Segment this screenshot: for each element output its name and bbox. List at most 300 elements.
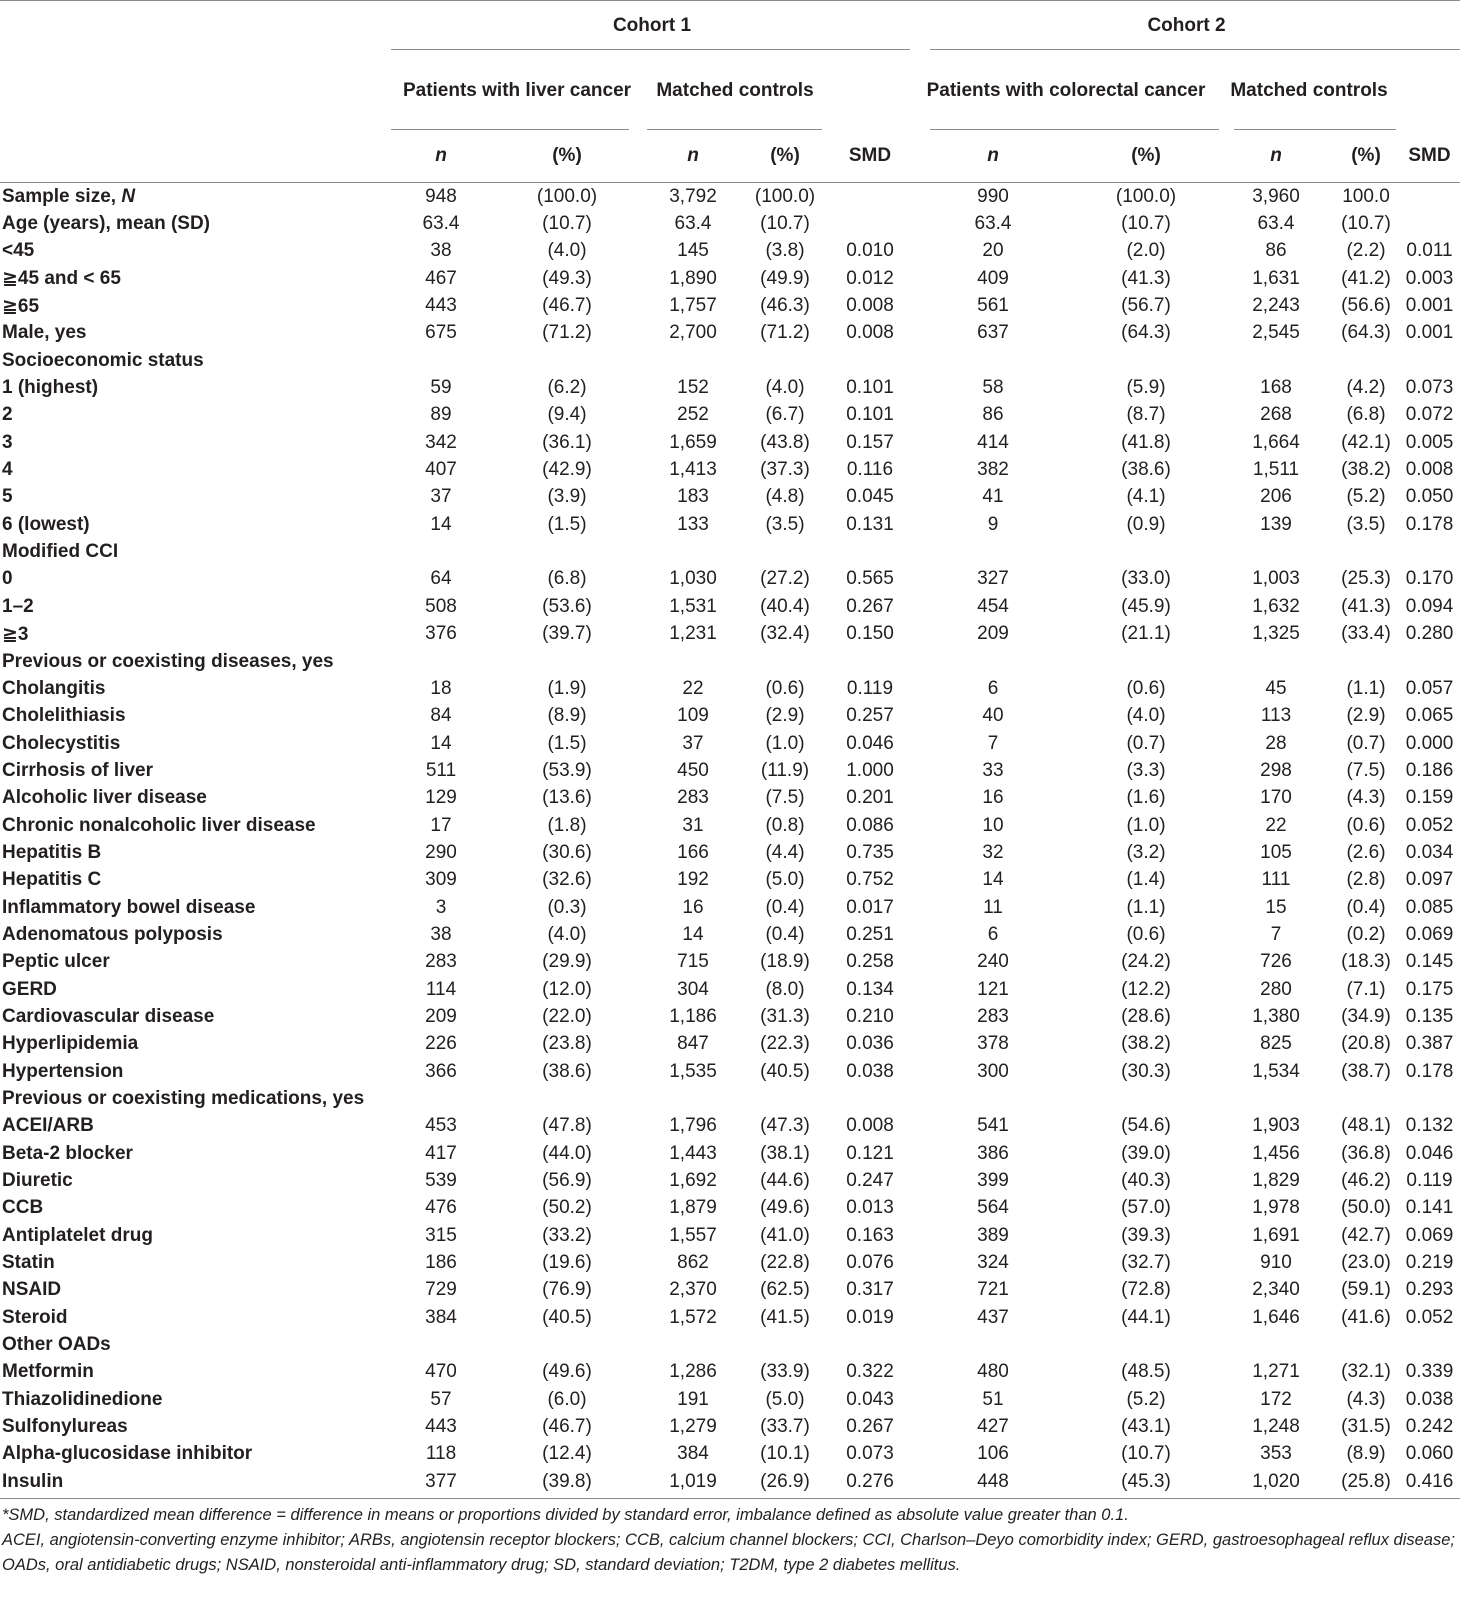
table-cell: 0.017 — [846, 896, 894, 918]
table-cell: 0.119 — [1406, 1170, 1453, 1192]
table-cell: 283 — [425, 951, 457, 973]
table-cell: 118 — [425, 1443, 457, 1465]
table-cell: 1,248 — [1252, 1416, 1300, 1438]
group-matched-controls-2-header — [1219, 50, 1399, 130]
table-row — [0, 402, 1460, 429]
table-cell: (32.6) — [542, 869, 592, 891]
table-cell: 0.210 — [846, 1005, 894, 1027]
table-cell: (1.8) — [547, 814, 587, 836]
row-label: ACEI/ARB — [2, 1115, 94, 1137]
table-cell: 0.036 — [846, 1033, 894, 1055]
table-footnotes — [0, 1499, 1460, 1578]
table-row — [0, 1413, 1460, 1440]
table-cell: (49.9) — [760, 267, 810, 289]
table-cell: (10.7) — [542, 213, 592, 235]
row-label: Inflammatory bowel disease — [2, 896, 256, 918]
table-cell: 0.003 — [1405, 267, 1454, 289]
row-label: 5 — [2, 486, 13, 508]
table-cell: 389 — [977, 1224, 1009, 1246]
table-cell: (1.5) — [547, 732, 587, 754]
table-cell: 437 — [977, 1306, 1009, 1328]
table-cell: 0.201 — [846, 787, 894, 809]
table-cell: (18.9) — [760, 951, 810, 973]
row-label: CCB — [2, 1197, 44, 1219]
table-cell: 382 — [977, 459, 1009, 481]
table-cell: 106 — [977, 1443, 1009, 1465]
table-cell: 166 — [677, 841, 709, 863]
table-cell: (2.6) — [1346, 841, 1386, 863]
row-label: Male, yes — [2, 322, 87, 344]
table-cell: 0.046 — [846, 732, 894, 754]
table-row — [0, 757, 1460, 784]
row-label: Steroid — [2, 1306, 68, 1328]
table-cell: 0.045 — [846, 486, 894, 508]
table-cell: 1,413 — [669, 459, 717, 481]
row-label: Statin — [2, 1252, 55, 1274]
table-row — [0, 292, 1460, 319]
table-cell: 0.073 — [846, 1443, 894, 1465]
table-cell: (13.6) — [542, 787, 592, 809]
table-cell — [1399, 1331, 1460, 1358]
row-label: Hepatitis C — [2, 869, 102, 891]
table-cell: 3,960 — [1252, 185, 1300, 207]
table-cell: 3,792 — [669, 185, 717, 207]
table-cell: (47.8) — [542, 1115, 592, 1137]
table-cell: 6 — [987, 677, 999, 699]
table-cell: (7.5) — [765, 787, 805, 809]
table-cell — [827, 210, 913, 237]
table-cell: 0.157 — [846, 431, 894, 453]
table-cell: (0.7) — [1126, 732, 1166, 754]
table-cell: 14 — [682, 923, 704, 945]
table-cell: 1,890 — [669, 267, 717, 289]
table-cell: (19.6) — [542, 1252, 592, 1274]
table-row — [0, 1085, 1460, 1112]
table-cell: 0.121 — [846, 1142, 894, 1164]
table-cell: 226 — [425, 1033, 457, 1055]
table-cell: 726 — [1260, 951, 1292, 973]
table-cell: (3.5) — [765, 513, 805, 535]
table-cell: 172 — [1260, 1388, 1292, 1410]
table-cell: 0.101 — [846, 404, 894, 426]
footnote-smd: *SMD, standardized mean difference = difference in means or proportions divided by standard error, imbalance defined as absolute value greater than 0.1. — [2, 1505, 1129, 1524]
table-cell: 0.052 — [1405, 1306, 1454, 1328]
table-cell — [1073, 1085, 1219, 1112]
table-cell: 0.339 — [1405, 1361, 1454, 1383]
table-cell: 86 — [1265, 240, 1287, 262]
table-cell: (50.2) — [542, 1197, 592, 1219]
table-cell: 1,286 — [669, 1361, 717, 1383]
table-cell: (38.6) — [542, 1060, 592, 1082]
table-cell — [1073, 1331, 1219, 1358]
table-cell: (5.2) — [1346, 486, 1386, 508]
table-cell: 37 — [430, 486, 452, 508]
table-cell: 386 — [977, 1142, 1009, 1164]
group-matched-controls-2-title: Matched controls — [1230, 79, 1388, 101]
table-cell: 0.145 — [1405, 951, 1454, 973]
row-label: Socioeconomic status — [2, 349, 204, 371]
row-label: 1–2 — [2, 595, 34, 617]
table-cell — [1333, 538, 1399, 565]
table-cell: (27.2) — [760, 568, 810, 590]
table-row — [0, 538, 1460, 565]
table-cell: 378 — [977, 1033, 1009, 1055]
table-cell: 268 — [1260, 404, 1292, 426]
table-cell: 290 — [425, 841, 457, 863]
table-cell: (59.1) — [1341, 1279, 1391, 1301]
table-row — [0, 839, 1460, 866]
table-row — [0, 1140, 1460, 1167]
table-cell: (20.8) — [1341, 1033, 1391, 1055]
table-row — [0, 1277, 1460, 1304]
table-cell: 0.387 — [1405, 1033, 1454, 1055]
table-cell: 0.011 — [1406, 240, 1453, 262]
table-cell: 86 — [982, 404, 1004, 426]
table-cell: 0.131 — [846, 513, 894, 535]
cohort1-header — [391, 1, 913, 50]
table-cell: (5.9) — [1126, 377, 1166, 399]
table-cell: 38 — [430, 240, 452, 262]
col-n-1: n — [391, 130, 491, 183]
table-cell: 0.293 — [1405, 1279, 1454, 1301]
table-cell: (6.8) — [1346, 404, 1386, 426]
table-cell: (3.3) — [1126, 759, 1166, 781]
table-cell: 33 — [982, 759, 1004, 781]
table-cell: 7 — [1270, 923, 1282, 945]
table-cell: (47.3) — [760, 1115, 810, 1137]
table-cell: (71.2) — [542, 322, 592, 344]
table-cell: 183 — [677, 486, 709, 508]
table-cell: (41.6) — [1341, 1306, 1391, 1328]
row-label: Age (years), mean (SD) — [2, 213, 211, 235]
table-cell: 89 — [430, 404, 452, 426]
table-row — [0, 374, 1460, 401]
table-cell: 17 — [430, 814, 452, 836]
table-cell: (56.9) — [542, 1170, 592, 1192]
table-cell: 2,243 — [1252, 295, 1300, 317]
cohort2-header — [913, 1, 1460, 50]
table-row — [0, 1304, 1460, 1331]
table-cell: 862 — [677, 1252, 709, 1274]
table-cell: (30.3) — [1121, 1060, 1171, 1082]
table-cell: (41.0) — [760, 1224, 810, 1246]
table-cell: 508 — [425, 595, 457, 617]
table-cell: 847 — [677, 1033, 709, 1055]
table-cell: 476 — [425, 1197, 457, 1219]
table-cell: (0.4) — [765, 896, 805, 918]
table-cell: (31.5) — [1341, 1416, 1391, 1438]
table-cell: (2.0) — [1126, 240, 1166, 262]
table-row — [0, 320, 1460, 347]
table-cell: (32.1) — [1341, 1361, 1391, 1383]
table-cell: (4.3) — [1346, 1388, 1386, 1410]
table-row — [0, 1359, 1460, 1386]
table-cell: 206 — [1260, 486, 1292, 508]
table-cell: (33.7) — [760, 1416, 810, 1438]
table-cell: (38.6) — [1121, 459, 1171, 481]
table-cell: (45.9) — [1121, 595, 1171, 617]
table-cell: 407 — [425, 459, 457, 481]
table-cell: (4.0) — [547, 240, 587, 262]
table-cell — [643, 1085, 743, 1112]
table-cell: 384 — [677, 1443, 709, 1465]
table-cell — [827, 648, 913, 675]
table-cell: (0.4) — [1346, 896, 1386, 918]
table-cell: (43.1) — [1121, 1416, 1171, 1438]
table-cell: 315 — [425, 1224, 457, 1246]
row-label: Modified CCI — [2, 541, 119, 563]
table-cell: (25.8) — [1333, 1468, 1399, 1498]
table-cell: 58 — [982, 377, 1004, 399]
row-label: 4 — [2, 459, 13, 481]
table-cell: (49.3) — [542, 267, 592, 289]
table-cell: 0.178 — [1405, 1060, 1454, 1082]
col-n-4: n — [1219, 130, 1333, 183]
table-cell: (2.2) — [1346, 240, 1386, 262]
table-cell: 0.141 — [1405, 1197, 1454, 1219]
col-smd-1: SMD — [827, 130, 913, 183]
table-cell: (40.5) — [542, 1306, 592, 1328]
table-cell — [491, 538, 643, 565]
table-cell: 0.086 — [846, 814, 894, 836]
row-label: 6 (lowest) — [2, 513, 90, 535]
table-cell — [913, 1085, 1073, 1112]
footnote-abbreviations: ACEI, angiotensin-converting enzyme inhibitor; ARBs, angiotensin receptor blockers; CCB, calcium channel blockers; CCI, Charlson–Deyo comorbidity index; GERD, gastroesophageal reflux disease; OADs, oral antidiabetic drugs; NSAID, nonsteroidal anti-inflammatory drug; SD, standard deviation; T2DM, type 2 diabetes mellitus. — [2, 1530, 1455, 1574]
table-cell — [391, 1331, 491, 1358]
table-cell: 0.034 — [1405, 841, 1454, 863]
table-cell — [1073, 538, 1219, 565]
table-row — [0, 1058, 1460, 1085]
table-row — [0, 1113, 1460, 1140]
table-cell: 0.247 — [846, 1170, 894, 1192]
table-cell: 22 — [1265, 814, 1287, 836]
table-cell: 0.008 — [1405, 459, 1454, 481]
table-cell: (1.5) — [547, 513, 587, 535]
table-cell: 1,030 — [669, 568, 717, 590]
table-cell — [913, 347, 1073, 374]
table-cell: (72.8) — [1121, 1279, 1171, 1301]
table-cell — [827, 538, 913, 565]
table-row — [0, 265, 1460, 292]
table-row — [0, 1167, 1460, 1194]
table-cell: 0.416 — [1399, 1468, 1460, 1498]
table-cell: (42.1) — [1341, 431, 1391, 453]
table-row — [0, 621, 1460, 648]
table-cell: 0.219 — [1405, 1252, 1454, 1274]
row-label: GERD — [2, 978, 57, 1000]
table-cell: 300 — [977, 1060, 1009, 1082]
row-label: Hypertension — [2, 1060, 124, 1082]
table-cell: 0.735 — [846, 841, 894, 863]
table-cell: 0.072 — [1405, 404, 1454, 426]
table-cell: (49.6) — [542, 1361, 592, 1383]
table-row — [0, 785, 1460, 812]
table-cell: 715 — [677, 951, 709, 973]
table-cell: 0.065 — [1405, 705, 1454, 727]
table-cell: (25.3) — [1341, 568, 1391, 590]
table-cell: (8.9) — [547, 705, 587, 727]
table-cell: 414 — [977, 431, 1009, 453]
table-cell: (0.2) — [1346, 923, 1386, 945]
table-row — [0, 456, 1460, 483]
table-row — [0, 593, 1460, 620]
table-cell: 152 — [677, 377, 709, 399]
table-cell: (7.1) — [1346, 978, 1386, 1000]
table-cell — [827, 347, 913, 374]
table-cell: 0.317 — [846, 1279, 894, 1301]
table-cell: (3.2) — [1126, 841, 1166, 863]
table-cell: (21.1) — [1121, 623, 1171, 645]
table-cell: (50.0) — [1341, 1197, 1391, 1219]
table-cell: 252 — [677, 404, 709, 426]
table-cell: (22.8) — [760, 1252, 810, 1274]
table-cell: 0.170 — [1405, 568, 1454, 590]
table-cell: (8.0) — [765, 978, 805, 1000]
table-cell: (0.7) — [1346, 732, 1386, 754]
row-label: Previous or coexisting diseases, yes — [2, 650, 334, 672]
table-cell: (46.3) — [760, 295, 810, 317]
table-cell: 11 — [983, 896, 1003, 918]
row-label: Hepatitis B — [2, 841, 102, 863]
table-cell: 1,757 — [669, 295, 717, 317]
table-cell — [491, 1085, 643, 1112]
table-cell: 454 — [977, 595, 1009, 617]
table-cell: 443 — [425, 295, 457, 317]
table-cell: (4.2) — [1346, 377, 1386, 399]
table-cell: (22.0) — [542, 1005, 592, 1027]
table-cell — [743, 648, 827, 675]
table-cell: 2,340 — [1252, 1279, 1300, 1301]
table-cell: (41.5) — [760, 1306, 810, 1328]
table-row — [0, 210, 1460, 237]
table-cell: (36.1) — [542, 431, 592, 453]
row-label: <45 — [2, 240, 35, 262]
table-cell: 1,796 — [669, 1115, 717, 1137]
table-cell: 0.008 — [846, 1115, 894, 1137]
table-cell: (0.4) — [765, 923, 805, 945]
table-cell: 63.4 — [1257, 213, 1295, 235]
table-cell: 304 — [677, 978, 709, 1000]
table-cell: (8.9) — [1346, 1443, 1386, 1465]
table-row — [0, 949, 1460, 976]
table-cell: 191 — [677, 1388, 709, 1410]
table-cell: (39.3) — [1121, 1224, 1171, 1246]
row-label: Adenomatous polyposis — [2, 923, 223, 945]
table-cell: (54.6) — [1121, 1115, 1171, 1137]
table-cell: 910 — [1260, 1252, 1292, 1274]
row-label: Hyperlipidemia — [2, 1033, 139, 1055]
table-cell: (39.0) — [1121, 1142, 1171, 1164]
table-cell: (53.6) — [542, 595, 592, 617]
table-cell: 1,271 — [1252, 1361, 1300, 1383]
row-label: 2 — [2, 404, 13, 426]
table-cell: 111 — [1261, 869, 1291, 891]
table-cell: 0.267 — [846, 595, 894, 617]
table-cell: 100.0 — [1342, 185, 1390, 207]
table-cell: 511 — [425, 759, 457, 781]
row-label: Alcoholic liver disease — [2, 787, 207, 809]
table-cell: (2.9) — [1346, 705, 1386, 727]
table-cell: 561 — [977, 295, 1009, 317]
table-cell: (46.7) — [542, 295, 592, 317]
table-cell: (31.3) — [760, 1005, 810, 1027]
table-cell: (1.4) — [1126, 869, 1166, 891]
table-cell: 0.085 — [1405, 896, 1454, 918]
row-label: Chronic nonalcoholic liver disease — [2, 814, 316, 836]
table-cell: 283 — [677, 787, 709, 809]
table-cell: (1.0) — [765, 732, 805, 754]
table-cell — [1399, 538, 1460, 565]
table-row — [0, 730, 1460, 757]
table-row — [0, 484, 1460, 511]
table-row — [0, 1331, 1460, 1358]
row-label: Diuretic — [2, 1170, 73, 1192]
group-liver-cancer-title: Patients with liver cancer — [402, 79, 632, 101]
table-cell: (42.7) — [1341, 1224, 1391, 1246]
table-cell: 0.005 — [1405, 431, 1454, 453]
table-row — [0, 976, 1460, 1003]
table-cell — [491, 1331, 643, 1358]
table-row — [0, 1222, 1460, 1249]
table-cell — [1219, 648, 1333, 675]
row-label: Beta-2 blocker — [2, 1142, 133, 1164]
row-label: Insulin — [0, 1468, 391, 1498]
table-cell: 443 — [425, 1416, 457, 1438]
table-cell: 1,380 — [1252, 1005, 1300, 1027]
table-cell: (9.4) — [547, 404, 587, 426]
table-cell: 0.001 — [1405, 295, 1454, 317]
table-cell: (4.0) — [765, 377, 805, 399]
table-cell: 324 — [977, 1252, 1009, 1274]
table-cell — [391, 347, 491, 374]
table-cell: (33.2) — [542, 1224, 592, 1246]
table-row — [0, 511, 1460, 538]
table-cell: (2.8) — [1346, 869, 1386, 891]
table-cell: 0.001 — [1405, 322, 1454, 344]
table-cell: (64.3) — [1341, 322, 1391, 344]
row-label: Cholecystitis — [2, 732, 121, 754]
table-cell: (33.0) — [1121, 568, 1171, 590]
table-cell: (7.5) — [1346, 759, 1386, 781]
table-cell: 186 — [425, 1252, 457, 1274]
table-cell: (44.1) — [1121, 1306, 1171, 1328]
table-cell: 0.046 — [1405, 1142, 1454, 1164]
table-cell — [643, 538, 743, 565]
row-label: NSAID — [2, 1279, 62, 1301]
table-cell: 170 — [1260, 787, 1292, 809]
table-cell: 1,325 — [1252, 623, 1300, 645]
table-cell — [743, 347, 827, 374]
table-cell: 40 — [982, 705, 1004, 727]
table-cell — [1219, 1331, 1333, 1358]
table-cell — [1073, 648, 1219, 675]
table-cell: 63.4 — [674, 213, 712, 235]
table-cell: 467 — [425, 267, 457, 289]
table-cell — [1399, 347, 1460, 374]
table-cell: 0.038 — [846, 1060, 894, 1082]
table-cell: (48.5) — [1121, 1361, 1171, 1383]
table-cell: 28 — [1265, 732, 1287, 754]
table-cell: (12.2) — [1121, 978, 1171, 1000]
table-cell: 541 — [977, 1115, 1009, 1137]
table-cell: (12.4) — [542, 1443, 592, 1465]
table-cell: (22.3) — [760, 1033, 810, 1055]
table-cell: 64 — [430, 568, 452, 590]
table-cell: 1,231 — [669, 623, 717, 645]
table-cell: 121 — [977, 978, 1009, 1000]
table-row — [0, 867, 1460, 894]
table-cell: 0.251 — [846, 923, 894, 945]
